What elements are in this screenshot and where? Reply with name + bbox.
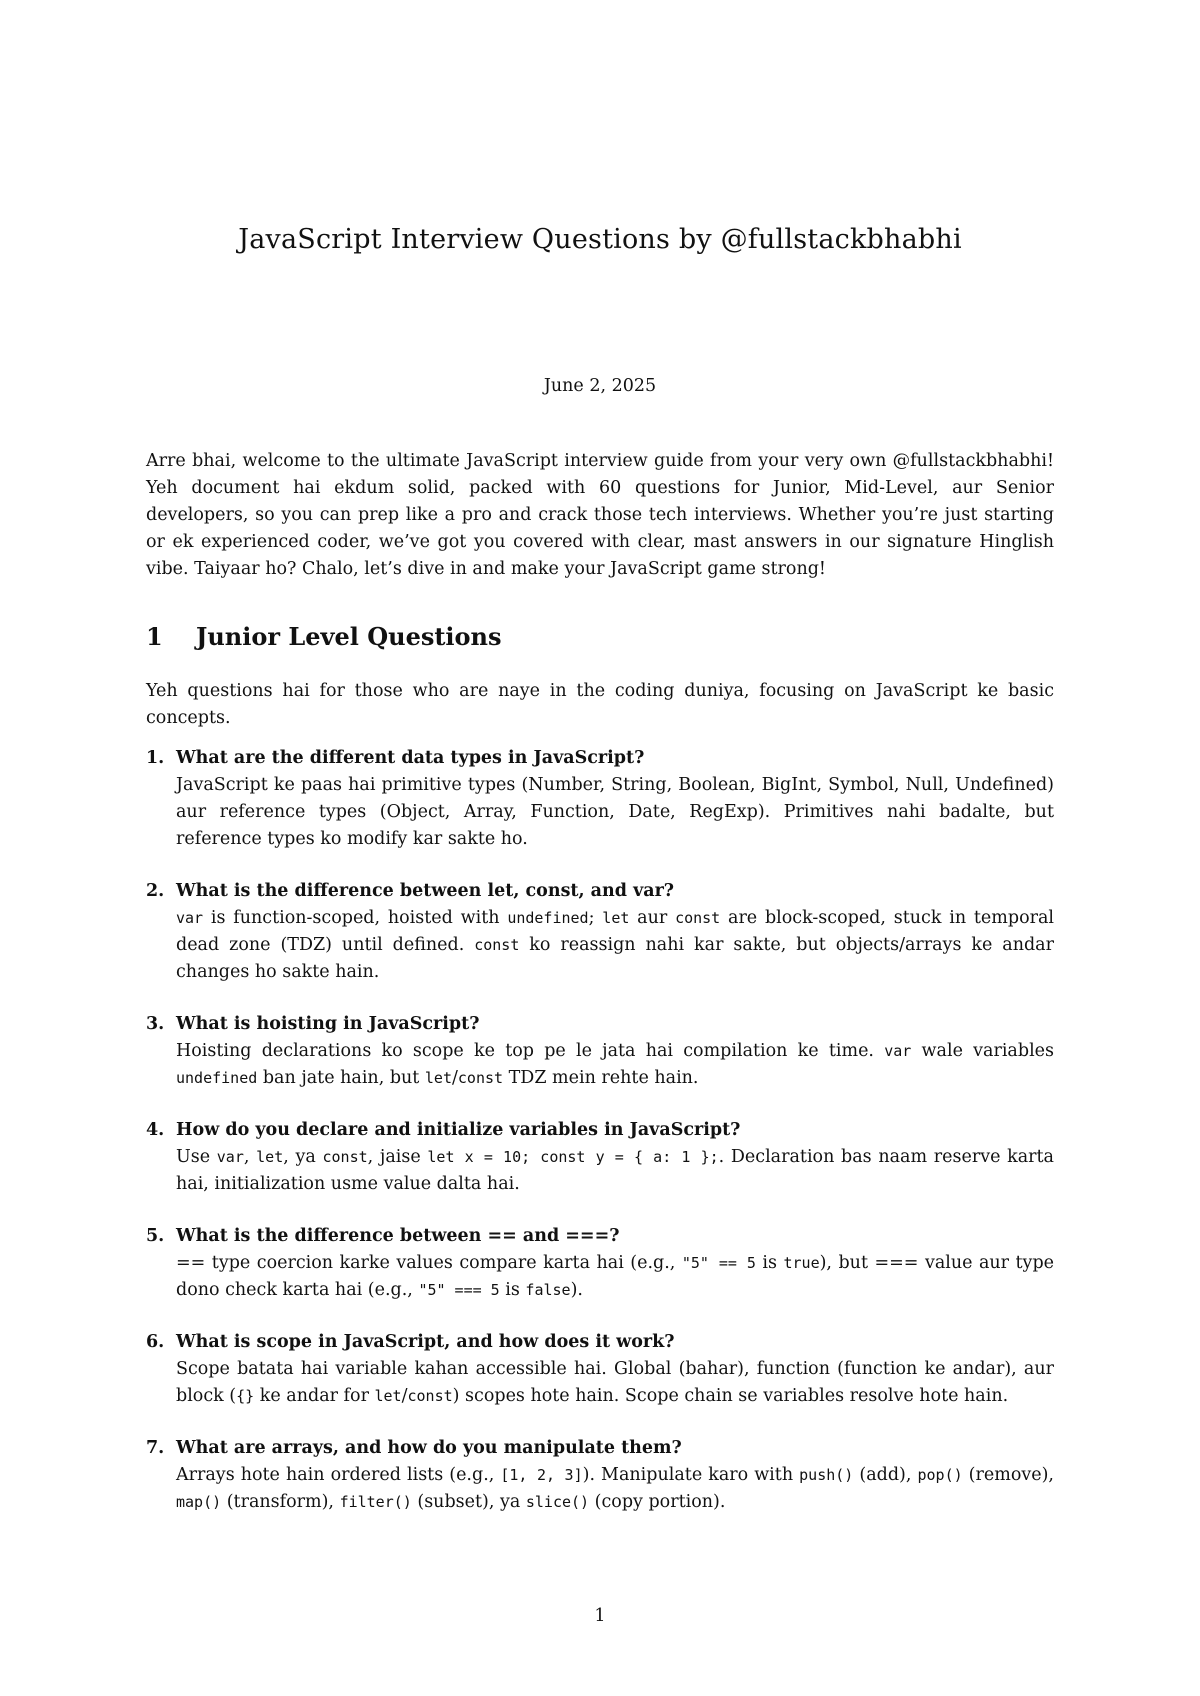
question-item <box>146 1011 1054 1092</box>
inline-code: const <box>407 1387 453 1405</box>
inline-code: let <box>602 909 630 927</box>
question-title: What is hoisting in JavaScript? <box>176 1014 480 1034</box>
inline-code: var <box>884 1042 912 1060</box>
question-item <box>146 1117 1054 1198</box>
answer-text: / <box>451 1068 458 1088</box>
question-number: 6. <box>146 1332 165 1352</box>
question-list <box>146 745 1054 1541</box>
inline-code: slice() <box>525 1493 590 1511</box>
question-answer <box>176 1144 1054 1198</box>
answer-text: Hoisting declarations ko scope ke top pe le jata hai compilation ke time. <box>176 1041 885 1061</box>
inline-code: [1, 2, 3] <box>500 1466 583 1484</box>
answer-text: is <box>755 1253 784 1273</box>
answer-text: ban jate hain, but <box>257 1068 425 1088</box>
answer-text: is <box>499 1280 526 1300</box>
inline-code: let <box>374 1387 402 1405</box>
question-title: What are arrays, and how do you manipulate them? <box>176 1438 682 1458</box>
document-title: JavaScript Interview Questions by @fullstackbhabhi <box>238 224 962 255</box>
section-title: Junior Level Questions <box>196 622 502 651</box>
document-date: June 2, 2025 <box>543 376 657 396</box>
question-number: 3. <box>146 1014 165 1034</box>
inline-code: const <box>675 909 721 927</box>
question-item <box>146 878 1054 986</box>
inline-code: {} <box>236 1387 255 1405</box>
question-item <box>146 745 1054 853</box>
inline-code: pop() <box>917 1466 963 1484</box>
inline-code: let <box>256 1148 284 1166</box>
inline-code: push() <box>799 1466 854 1484</box>
answer-text: ko reassign nahi kar sakte, but objects/arrays ke andar changes ho sakte hain. <box>176 935 1054 982</box>
answer-text: , jaise <box>367 1147 428 1167</box>
question-answer <box>176 1250 1054 1304</box>
inline-code: let x = 10; const y = { a: 1 }; <box>427 1148 719 1166</box>
question-number: 1. <box>146 748 165 768</box>
inline-code: "5" == 5 <box>681 1254 756 1272</box>
page-number: 1 <box>594 1606 606 1626</box>
inline-code: map() <box>176 1493 222 1511</box>
inline-code: const <box>322 1148 368 1166</box>
answer-text: , <box>243 1147 257 1167</box>
inline-code: undefined <box>507 909 589 927</box>
answer-text: aur <box>629 908 676 928</box>
answer-text: ). <box>570 1280 583 1300</box>
inline-code: "5" === 5 <box>418 1281 500 1299</box>
answer-text: (add), <box>853 1465 918 1485</box>
inline-code: filter() <box>339 1493 412 1511</box>
answer-text: / <box>401 1386 408 1406</box>
question-item <box>146 1223 1054 1304</box>
section-number: 1 <box>146 622 163 651</box>
document-page <box>146 0 1054 1696</box>
question-number: 4. <box>146 1120 165 1140</box>
answer-text: wale variables <box>911 1041 1055 1061</box>
question-number: 5. <box>146 1226 165 1246</box>
answer-text: (remove), <box>962 1465 1054 1485</box>
question-answer <box>176 1462 1054 1516</box>
answer-text: ), but === value aur type dono check karta hai (e.g., <box>176 1253 1055 1300</box>
answer-text: JavaScript ke paas hai primitive types (Number, String, Boolean, BigInt, Symbol, Null, Undefined) aur reference types (Object, Array, Function, Date, RegExp). Primitives nahi badalte, but reference types ko modify kar sakte ho. <box>176 775 1054 849</box>
inline-code: const <box>474 936 520 954</box>
answer-text: are block-scoped, stuck in temporal dead zone (TDZ) until defined. <box>176 908 1055 955</box>
question-answer <box>176 1356 1054 1410</box>
inline-code: undefined <box>176 1069 258 1087</box>
inline-code: false <box>525 1281 571 1299</box>
answer-text: (copy portion). <box>589 1492 726 1512</box>
answer-text: Scope batata hai variable kahan accessible hai. Global (bahar), function (function ke andar), aur block ( <box>176 1359 1054 1406</box>
answer-text: (subset), ya <box>411 1492 526 1512</box>
inline-code: var <box>216 1148 244 1166</box>
question-title: What is the difference between == and ===? <box>176 1226 620 1246</box>
answer-text: Use <box>176 1147 217 1167</box>
question-title: What is the difference between let, const, and var? <box>176 881 675 901</box>
question-answer <box>176 1038 1054 1092</box>
answer-text: , ya <box>283 1147 323 1167</box>
question-title: How do you declare and initialize variables in JavaScript? <box>176 1120 741 1140</box>
intro-paragraph: Arre bhai, welcome to the ultimate JavaScript interview guide from your very own @fullstackbhabhi! Yeh document hai ekdum solid, packed with 60 questions for Junior, Mid-Level, aur Senior developers, so you can prep like a pro and crack those tech interviews. Whether you’re just starting or ek experienced coder, we’ve got you covered with clear, mast answers in our signature Hinglish vibe. Taiyaar ho? Chalo, let’s dive in and make your JavaScript game strong! <box>146 451 1054 579</box>
question-answer <box>176 905 1054 986</box>
answer-text: ; <box>588 908 603 928</box>
answer-text: is function-scoped, hoisted with <box>203 908 508 928</box>
question-item <box>146 1329 1054 1410</box>
answer-text: (transform), <box>221 1492 340 1512</box>
inline-code: var <box>176 909 204 927</box>
question-number: 7. <box>146 1438 165 1458</box>
answer-text: ). Manipulate karo with <box>582 1465 800 1485</box>
answer-text: TDZ mein rehte hain. <box>503 1068 699 1088</box>
inline-code: let <box>424 1069 452 1087</box>
section-intro: Yeh questions hai for those who are naye in the coding duniya, focusing on JavaScript ke basic concepts. <box>146 681 1054 728</box>
question-answer <box>176 772 1054 853</box>
question-item <box>146 1435 1054 1516</box>
inline-code: const <box>457 1069 504 1087</box>
answer-text: == type coercion karke values compare karta hai (e.g., <box>176 1253 682 1273</box>
question-number: 2. <box>146 881 165 901</box>
question-title: What is scope in JavaScript, and how does it work? <box>176 1332 675 1352</box>
answer-text: Arrays hote hain ordered lists (e.g., <box>176 1465 501 1485</box>
answer-text: ke andar for <box>254 1386 375 1406</box>
section-heading <box>146 622 1054 651</box>
answer-text: . Declaration bas naam reserve karta hai, initialization usme value dalta hai. <box>176 1147 1054 1194</box>
answer-text: ) scopes hote hain. Scope chain se variables resolve hote hain. <box>452 1386 1009 1406</box>
inline-code: true <box>783 1254 820 1272</box>
question-title: What are the different data types in JavaScript? <box>176 748 645 768</box>
